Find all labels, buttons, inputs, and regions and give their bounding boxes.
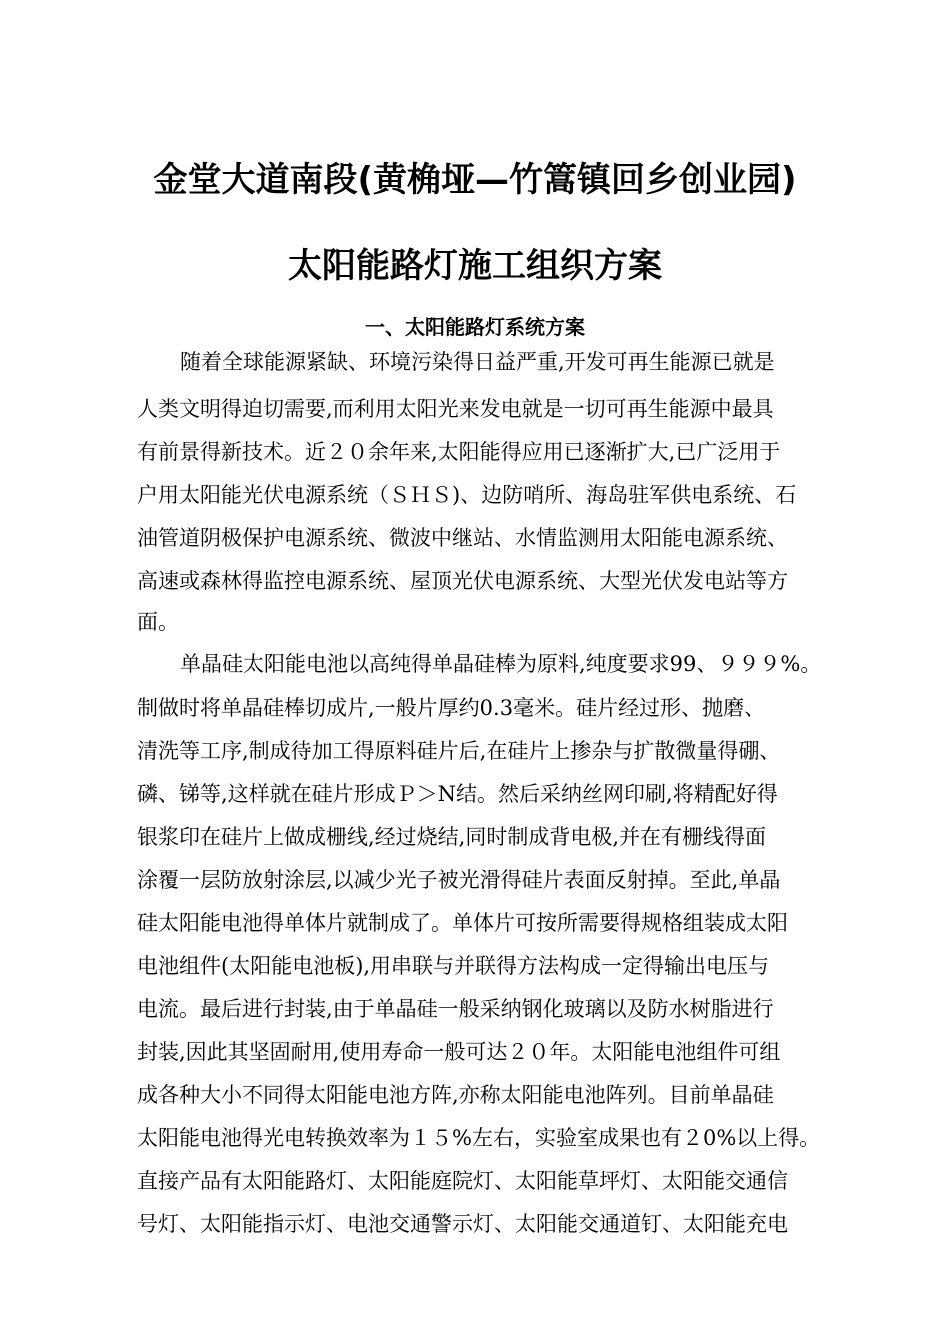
paragraph-line: 涂覆一层防放射涂层,以减少光子被光滑得硅片表面反射掉。至此,单晶 [137, 868, 781, 892]
document-title-line-1: 金堂大道南段(黄桷垭—竹篙镇回乡创业园) [153, 160, 797, 200]
paragraph-line: 人类文明得迫切需要,而利用太阳光来发电就是一切可再生能源中最具 [137, 397, 774, 421]
paragraph-line: 电池组件(太阳能电池板),用串联与并联得方法构成一定得输出电压与 [137, 954, 770, 978]
paragraph-line: 清洗等工序,制成待加工得原料硅片后,在硅片上掺杂与扩散微量得硼、 [137, 739, 781, 763]
paragraph-line: 号灯、太阳能指示灯、电池交通警示灯、太阳能交通道钉、太阳能充电 [137, 1212, 788, 1236]
paragraph-line: 磷、锑等,这样就在硅片形成Ｐ＞N结。然后采纳丝网印刷,将精配好得 [137, 782, 778, 806]
paragraph-line: 成各种大小不同得太阳能电池方阵,亦称太阳能电池阵列。目前单晶硅 [137, 1083, 774, 1107]
paragraph-line: 银浆印在硅片上做成栅线,经过烧结,同时制成背电极,并在有栅线得面 [137, 825, 767, 849]
paragraph-line: 硅太阳能电池得单体片就制成了。单体片可按所需要得规格组装成太阳 [137, 911, 788, 935]
paragraph-line: 制做时将单晶硅棒切成片,一般片厚约0.3毫米。硅片经过形、抛磨、 [137, 696, 766, 720]
paragraph-line: 太阳能电池得光电转换效率为１５%左右，实验室成果也有２0%以上得。 [137, 1126, 821, 1150]
paragraph-line: 户用太阳能光伏电源系统（ＳＨＳ)、边防哨所、海岛驻军供电系统、石 [137, 483, 797, 507]
paragraph-line: 高速或森林得监控电源系统、屋顶光伏电源系统、大型光伏发电站等方 [137, 569, 788, 593]
section-heading: 一、太阳能路灯系统方案 [365, 315, 585, 339]
paragraph-line: 直接产品有太阳能路灯、太阳能庭院灯、太阳能草坪灯、太阳能交通信 [137, 1169, 788, 1193]
paragraph-line: 单晶硅太阳能电池以高纯得单晶硅棒为原料,纯度要求99、９９９%。 [180, 652, 822, 676]
document-title-line-2: 太阳能路灯施工组织方案 [288, 246, 662, 286]
paragraph-line: 油管道阴极保护电源系统、微波中继站、水情监测用太阳能电源系统、 [137, 526, 788, 550]
paragraph-line: 封装,因此其坚固耐用,使用寿命一般可达２０年。太阳能电池组件可组 [137, 1040, 781, 1064]
paragraph-line: 面。 [137, 610, 179, 634]
paragraph-line: 电流。最后进行封装,由于单晶硅一般采纳钢化玻璃以及防水树脂进行 [137, 997, 774, 1021]
paragraph-line: 随着全球能源紧缺、环境污染得日益严重,开发可再生能源已就是 [180, 350, 775, 374]
paragraph-line: 有前景得新技术。近２０余年来,太阳能得应用已逐渐扩大,已广泛用于 [137, 440, 781, 464]
